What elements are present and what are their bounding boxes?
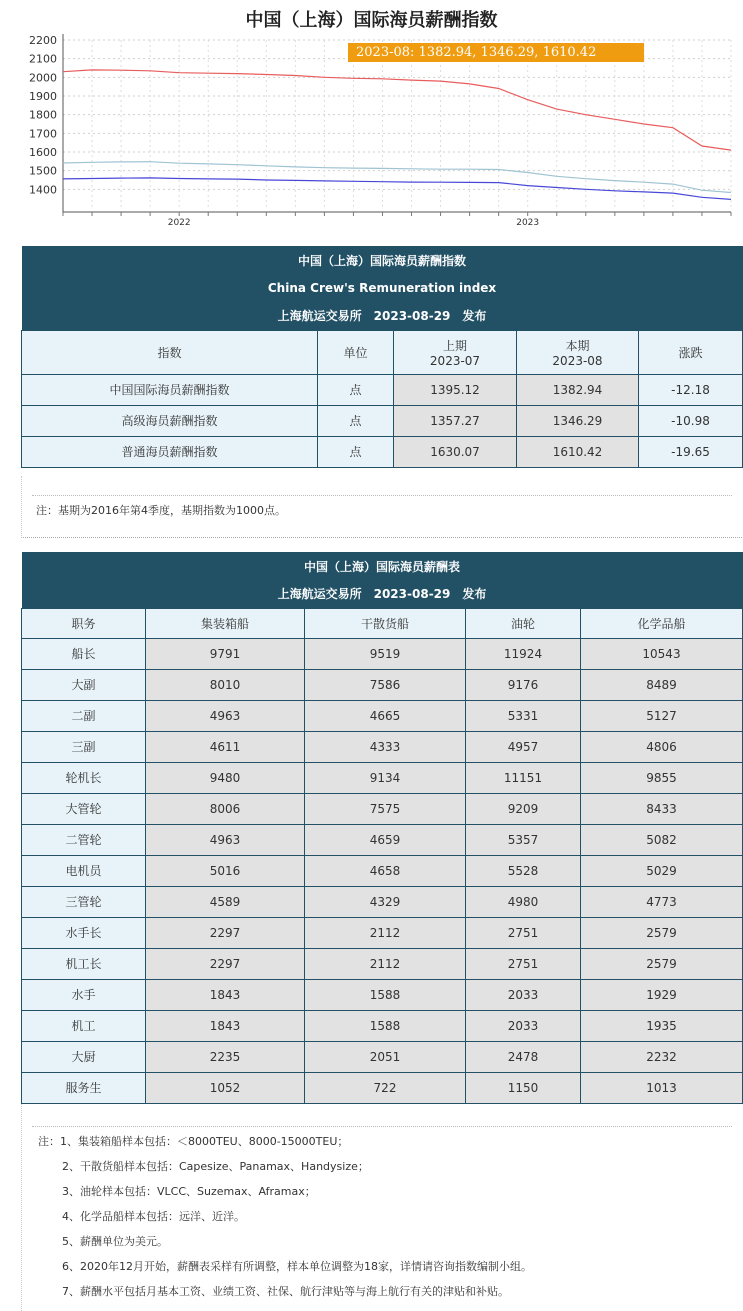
salary-value: 2579	[581, 948, 743, 979]
salary-row	[22, 731, 743, 762]
y-tick-label: 1400	[29, 183, 57, 197]
index-name: 中国国际海员薪酬指数	[22, 374, 318, 405]
salary-value: 722	[305, 1072, 466, 1103]
position-name: 机工	[22, 1010, 146, 1041]
salary-value: 4963	[146, 824, 305, 855]
position-name: 三管轮	[22, 886, 146, 917]
salary-value: 1929	[581, 979, 743, 1010]
header-bulk-carrier: 干散货船	[305, 608, 466, 638]
index-table-publisher: 上海航运交易所 2023-08-29 发布	[277, 309, 487, 324]
salary-value: 8006	[146, 793, 305, 824]
salary-row	[22, 638, 743, 669]
y-tick-label: 1500	[29, 164, 57, 178]
salary-value: 1150	[466, 1072, 581, 1103]
salary-value: 8010	[146, 669, 305, 700]
index-curr: 1346.29	[517, 405, 639, 436]
salary-value: 5357	[466, 824, 581, 855]
header-tanker: 油轮	[466, 608, 581, 638]
salary-notes	[21, 1104, 742, 1311]
salary-value: 1843	[146, 979, 305, 1010]
index-prev: 1395.12	[394, 374, 517, 405]
salary-value: 5082	[581, 824, 743, 855]
index-prev: 1357.27	[394, 405, 517, 436]
salary-value: 4963	[146, 700, 305, 731]
header-prev-date: 2023-07	[429, 353, 481, 368]
salary-value: 1588	[305, 979, 466, 1010]
salary-row	[22, 886, 743, 917]
salary-row	[22, 979, 743, 1010]
salary-table-publisher: 上海航运交易所 2023-08-29 发布	[277, 587, 487, 602]
salary-value: 4333	[305, 731, 466, 762]
salary-value: 2478	[466, 1041, 581, 1072]
salary-value: 9176	[466, 669, 581, 700]
salary-value: 5528	[466, 855, 581, 886]
salary-row	[22, 700, 743, 731]
salary-note: 7、薪酬水平包括月基本工资、业绩工资、社保、航行津贴等与海上航行有关的津贴和补贴。	[62, 1285, 509, 1298]
position-name: 机工长	[22, 948, 146, 979]
salary-value: 7586	[305, 669, 466, 700]
index-row	[22, 436, 743, 467]
salary-value: 9791	[146, 638, 305, 669]
salary-value: 1935	[581, 1010, 743, 1041]
salary-table-title: 中国（上海）国际海员薪酬表	[303, 559, 460, 574]
salary-value: 2033	[466, 979, 581, 1010]
salary-value: 9134	[305, 762, 466, 793]
x-tick-label: 2023	[516, 218, 540, 228]
header-curr-label: 本期	[565, 338, 590, 353]
salary-row	[22, 793, 743, 824]
salary-note: 5、薪酬单位为美元。	[62, 1235, 168, 1248]
salary-value: 4665	[305, 700, 466, 731]
position-name: 二管轮	[22, 824, 146, 855]
salary-note: 6、2020年12月开始，薪酬表采样有所调整，样本单位调整为18家，详情请咨询指数编制小组。	[62, 1260, 532, 1273]
salary-value: 1052	[146, 1072, 305, 1103]
salary-value: 4806	[581, 731, 743, 762]
position-name: 电机员	[22, 855, 146, 886]
chart-tooltip: 2023-08: 1382.94, 1346.29, 1610.42	[348, 43, 644, 62]
salary-table	[21, 552, 743, 1104]
salary-value: 2232	[581, 1041, 743, 1072]
salary-value: 2297	[146, 917, 305, 948]
index-name: 高级海员薪酬指数	[22, 405, 318, 436]
salary-value: 4773	[581, 886, 743, 917]
salary-value: 2051	[305, 1041, 466, 1072]
index-row	[22, 374, 743, 405]
salary-value: 4611	[146, 731, 305, 762]
y-tick-label: 1700	[29, 127, 57, 141]
header-unit: 单位	[318, 330, 394, 374]
salary-row	[22, 669, 743, 700]
salary-row	[22, 855, 743, 886]
salary-row	[22, 1041, 743, 1072]
salary-value: 1588	[305, 1010, 466, 1041]
salary-value: 4589	[146, 886, 305, 917]
header-index: 指数	[22, 330, 318, 374]
position-name: 水手	[22, 979, 146, 1010]
x-tick-label: 2022	[167, 218, 191, 228]
salary-value: 5331	[466, 700, 581, 731]
index-curr: 1610.42	[517, 436, 639, 467]
salary-note: 4、化学品船样本包括：远洋、近洋。	[62, 1210, 245, 1223]
salary-row	[22, 762, 743, 793]
salary-value: 9480	[146, 762, 305, 793]
salary-value: 4980	[466, 886, 581, 917]
salary-value: 5127	[581, 700, 743, 731]
salary-value: 5016	[146, 855, 305, 886]
position-name: 船长	[22, 638, 146, 669]
salary-note: 2、干散货船样本包括：Capesize、Panamax、Handysize；	[62, 1160, 369, 1173]
position-name: 三副	[22, 731, 146, 762]
position-name: 大管轮	[22, 793, 146, 824]
salary-value: 2579	[581, 917, 743, 948]
salary-value: 8489	[581, 669, 743, 700]
header-prev	[394, 330, 517, 374]
y-tick-label: 2000	[29, 71, 57, 85]
position-name: 二副	[22, 700, 146, 731]
index-unit: 点	[318, 405, 394, 436]
salary-value: 2235	[146, 1041, 305, 1072]
y-tick-label: 1900	[29, 90, 57, 103]
salary-value: 5029	[581, 855, 743, 886]
header-curr	[517, 330, 639, 374]
index-unit: 点	[318, 436, 394, 467]
series-line-1	[63, 70, 731, 150]
y-tick-label: 2100	[29, 52, 57, 66]
salary-row	[22, 1072, 743, 1103]
index-unit: 点	[318, 374, 394, 405]
y-tick-label: 1800	[29, 108, 57, 122]
salary-value: 4329	[305, 886, 466, 917]
salary-value: 11924	[466, 638, 581, 669]
salary-value: 9855	[581, 762, 743, 793]
salary-value: 11151	[466, 762, 581, 793]
header-position: 职务	[22, 608, 146, 638]
salary-value: 2297	[146, 948, 305, 979]
salary-value: 2112	[305, 917, 466, 948]
index-note: 注：基期为2016年第4季度，基期指数为1000点。	[36, 504, 286, 517]
salary-value: 1013	[581, 1072, 743, 1103]
y-tick-label: 2200	[29, 34, 57, 47]
salary-value: 9209	[466, 793, 581, 824]
salary-value: 1843	[146, 1010, 305, 1041]
salary-value: 4659	[305, 824, 466, 855]
header-container-ship: 集装箱船	[146, 608, 305, 638]
salary-value: 2033	[466, 1010, 581, 1041]
salary-value: 2751	[466, 948, 581, 979]
divider	[32, 1126, 732, 1127]
salary-row	[22, 948, 743, 979]
index-table-title-en: China Crew's Remuneration index	[267, 281, 497, 295]
salary-note: 3、油轮样本包括：VLCC、Suzemax、Aframax；	[62, 1185, 316, 1198]
salary-value: 10543	[581, 638, 743, 669]
divider	[32, 495, 732, 496]
salary-rows	[22, 638, 743, 1103]
index-table	[21, 246, 743, 468]
header-chemical-tanker: 化学品船	[581, 608, 743, 638]
series-line-2	[63, 162, 731, 193]
salary-value: 2751	[466, 917, 581, 948]
header-prev-label: 上期	[442, 338, 467, 353]
chart-title: 中国（上海）国际海员薪酬指数	[245, 10, 498, 31]
salary-value: 9519	[305, 638, 466, 669]
position-name: 大副	[22, 669, 146, 700]
index-change: -12.18	[639, 374, 743, 405]
salary-value: 7575	[305, 793, 466, 824]
header-change: 涨跌	[639, 330, 743, 374]
index-note-box	[21, 476, 742, 538]
index-row	[22, 405, 743, 436]
salary-value: 4658	[305, 855, 466, 886]
salary-row	[22, 1010, 743, 1041]
salary-value: 4957	[466, 731, 581, 762]
position-name: 大厨	[22, 1041, 146, 1072]
header-curr-date: 2023-08	[552, 353, 603, 368]
salary-row	[22, 824, 743, 855]
index-prev: 1630.07	[394, 436, 517, 467]
salary-note: 注：1、集装箱船样本包括：＜8000TEU、8000-15000TEU；	[38, 1135, 349, 1148]
y-tick-label: 1600	[29, 146, 57, 159]
salary-value: 8433	[581, 793, 743, 824]
position-name: 水手长	[22, 917, 146, 948]
index-curr: 1382.94	[517, 374, 639, 405]
index-change: -19.65	[639, 436, 743, 467]
index-table-title-cn: 中国（上海）国际海员薪酬指数	[298, 253, 467, 268]
salary-row	[22, 917, 743, 948]
salary-value: 2112	[305, 948, 466, 979]
position-name: 服务生	[22, 1072, 146, 1103]
index-name: 普通海员薪酬指数	[22, 436, 318, 467]
position-name: 轮机长	[22, 762, 146, 793]
index-change: -10.98	[639, 405, 743, 436]
